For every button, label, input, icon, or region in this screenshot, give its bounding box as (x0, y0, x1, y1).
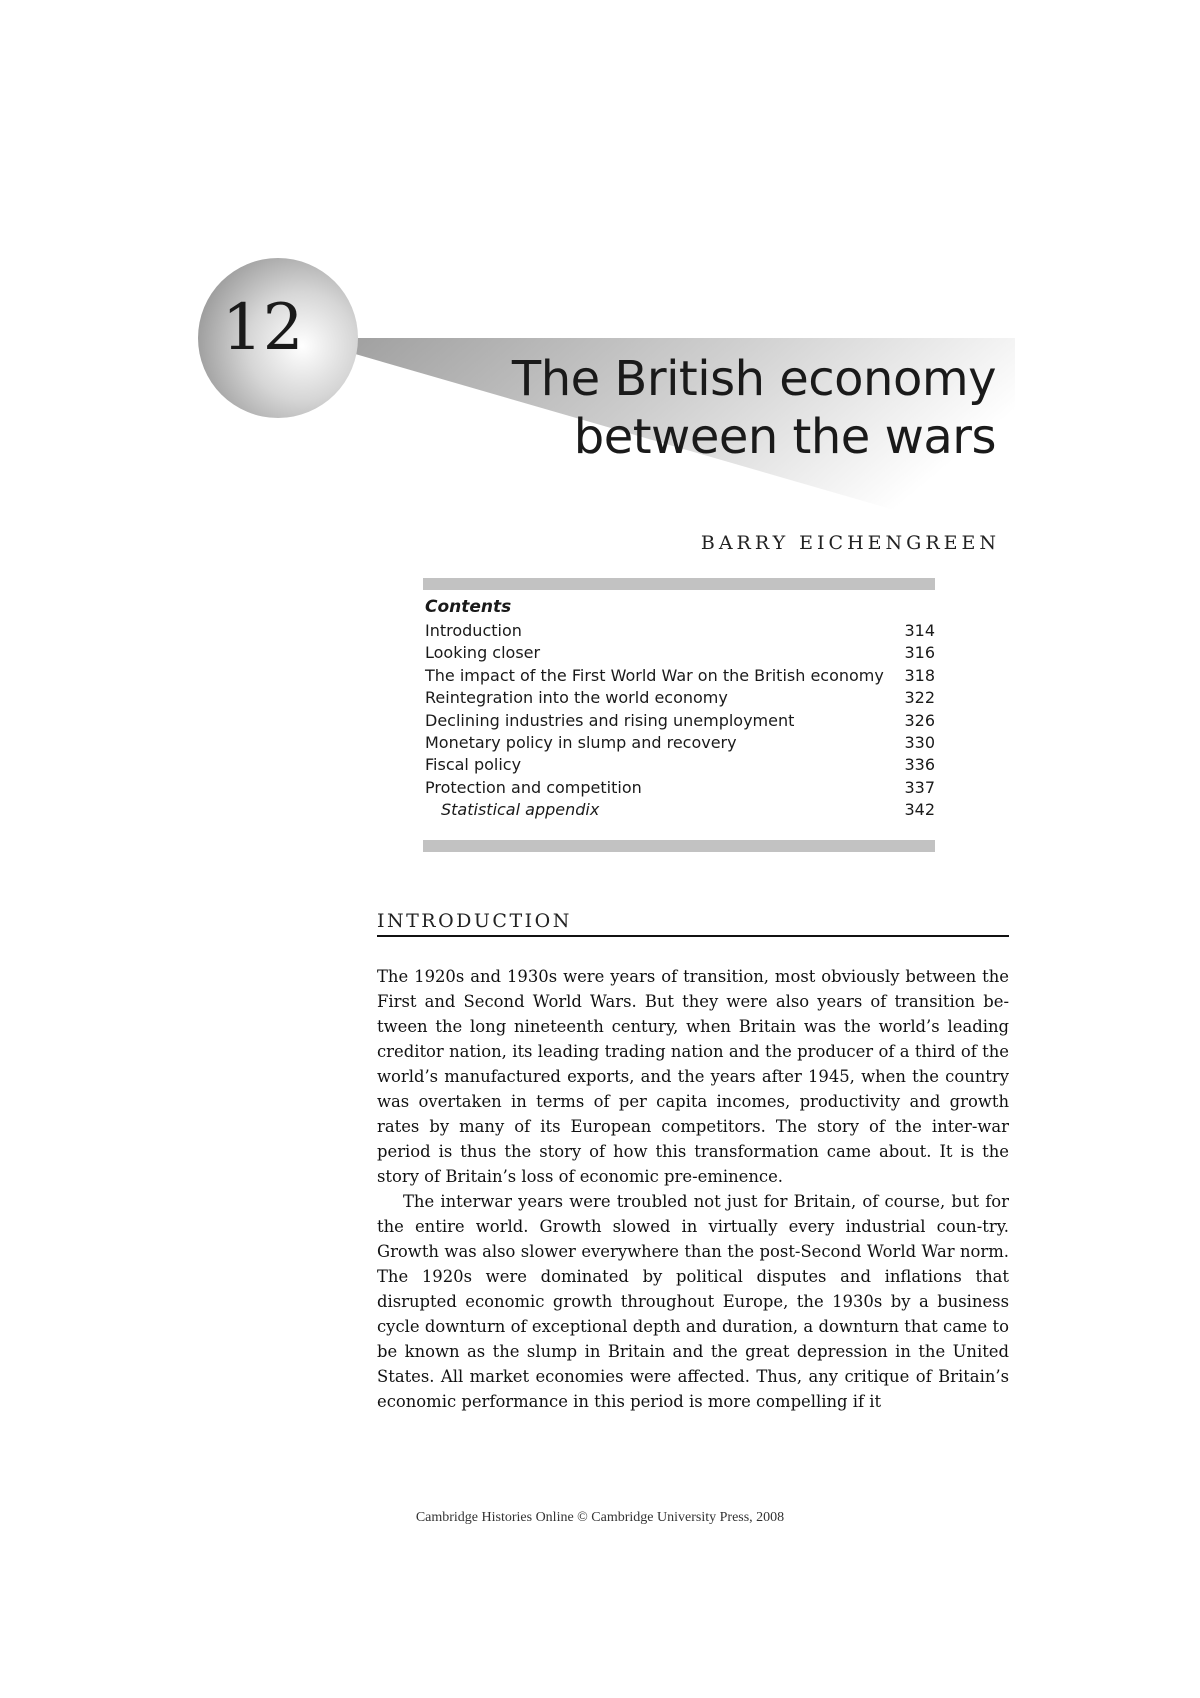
contents-item (425, 732, 935, 754)
paragraph-2: The interwar years were troubled not just for Britain, of course, but for the entire world. Growth slowed in virtually every industrial coun-try. Growth was also slower everywhere than the post-Second World War norm. The 1920s were dominated by political disputes and inflations that disrupted economic growth throughout Europe, the 1930s by a business cycle downturn of exceptional depth and duration, a downturn that came to be known as the slump in Britain and the great depression in the United States. All market economies were affected. Thus, any critique of Britain’s economic performance in this period is more compelling if it (377, 1192, 1009, 1411)
contents-bottom-bar (423, 840, 935, 852)
chapter-title-line-2: between the wars (573, 409, 996, 465)
contents-item-page: 316 (904, 643, 935, 663)
chapter-title-line-1: The British economy (511, 351, 996, 407)
contents-item-page: 330 (904, 733, 935, 753)
contents-item (425, 710, 935, 732)
contents-item-label: Reintegration into the world economy (425, 688, 728, 708)
chapter-author: BARRY EICHENGREEN (700, 532, 1000, 554)
chapter-banner-graphic (0, 0, 1200, 560)
contents-item-label: Statistical appendix (441, 800, 600, 820)
contents-item (425, 799, 935, 821)
contents-item-page: 318 (904, 665, 935, 685)
contents-item (425, 620, 935, 642)
section-rule (377, 935, 1009, 937)
contents-item-label: Protection and competition (425, 777, 642, 797)
contents-item-label: Monetary policy in slump and recovery (425, 733, 737, 753)
contents-item-page: 314 (904, 621, 935, 640)
contents-item (425, 687, 935, 709)
contents-item (425, 642, 935, 664)
contents-top-bar (423, 578, 935, 590)
page-footer: Cambridge Histories Online © Cambridge University Press, 2008 (415, 1510, 785, 1525)
contents-item-page: 336 (904, 755, 935, 775)
contents-box (425, 596, 935, 822)
contents-item-page: 326 (904, 710, 935, 730)
contents-item-label: Fiscal policy (425, 755, 522, 775)
contents-item (425, 777, 935, 799)
paragraph-1: The 1920s and 1930s were years of transition, most obviously between the First and Second World Wars. But they were also years of transition be-tween the long nineteenth century, when Britain was the world’s leading creditor nation, its leading trading nation and the producer of a third of the world’s manufactured exports, and the years after 1945, when the country was overtaken in terms of per capita incomes, productivity and growth rates by many of its European competitors. The story of the inter-war period is thus the story of how this transformation came about. It is the story of Britain’s loss of economic pre-eminence. (377, 967, 1009, 1186)
contents-item-page: 342 (904, 800, 935, 820)
contents-item-page: 322 (904, 688, 935, 708)
contents-item (425, 754, 935, 776)
contents-item-label: Introduction (425, 621, 522, 640)
contents-heading: Contents (425, 597, 512, 617)
body-text (377, 964, 1009, 1414)
contents-item (425, 665, 935, 687)
contents-list (425, 620, 935, 822)
contents-item-label: Looking closer (425, 643, 541, 663)
chapter-title (436, 350, 996, 466)
section-heading: INTRODUCTION (377, 910, 572, 932)
contents-item-label: The impact of the First World War on the British economy (425, 665, 884, 685)
chapter-number: 12 (222, 291, 304, 365)
contents-item-label: Declining industries and rising unemployment (425, 710, 795, 730)
contents-item-page: 337 (904, 777, 935, 797)
